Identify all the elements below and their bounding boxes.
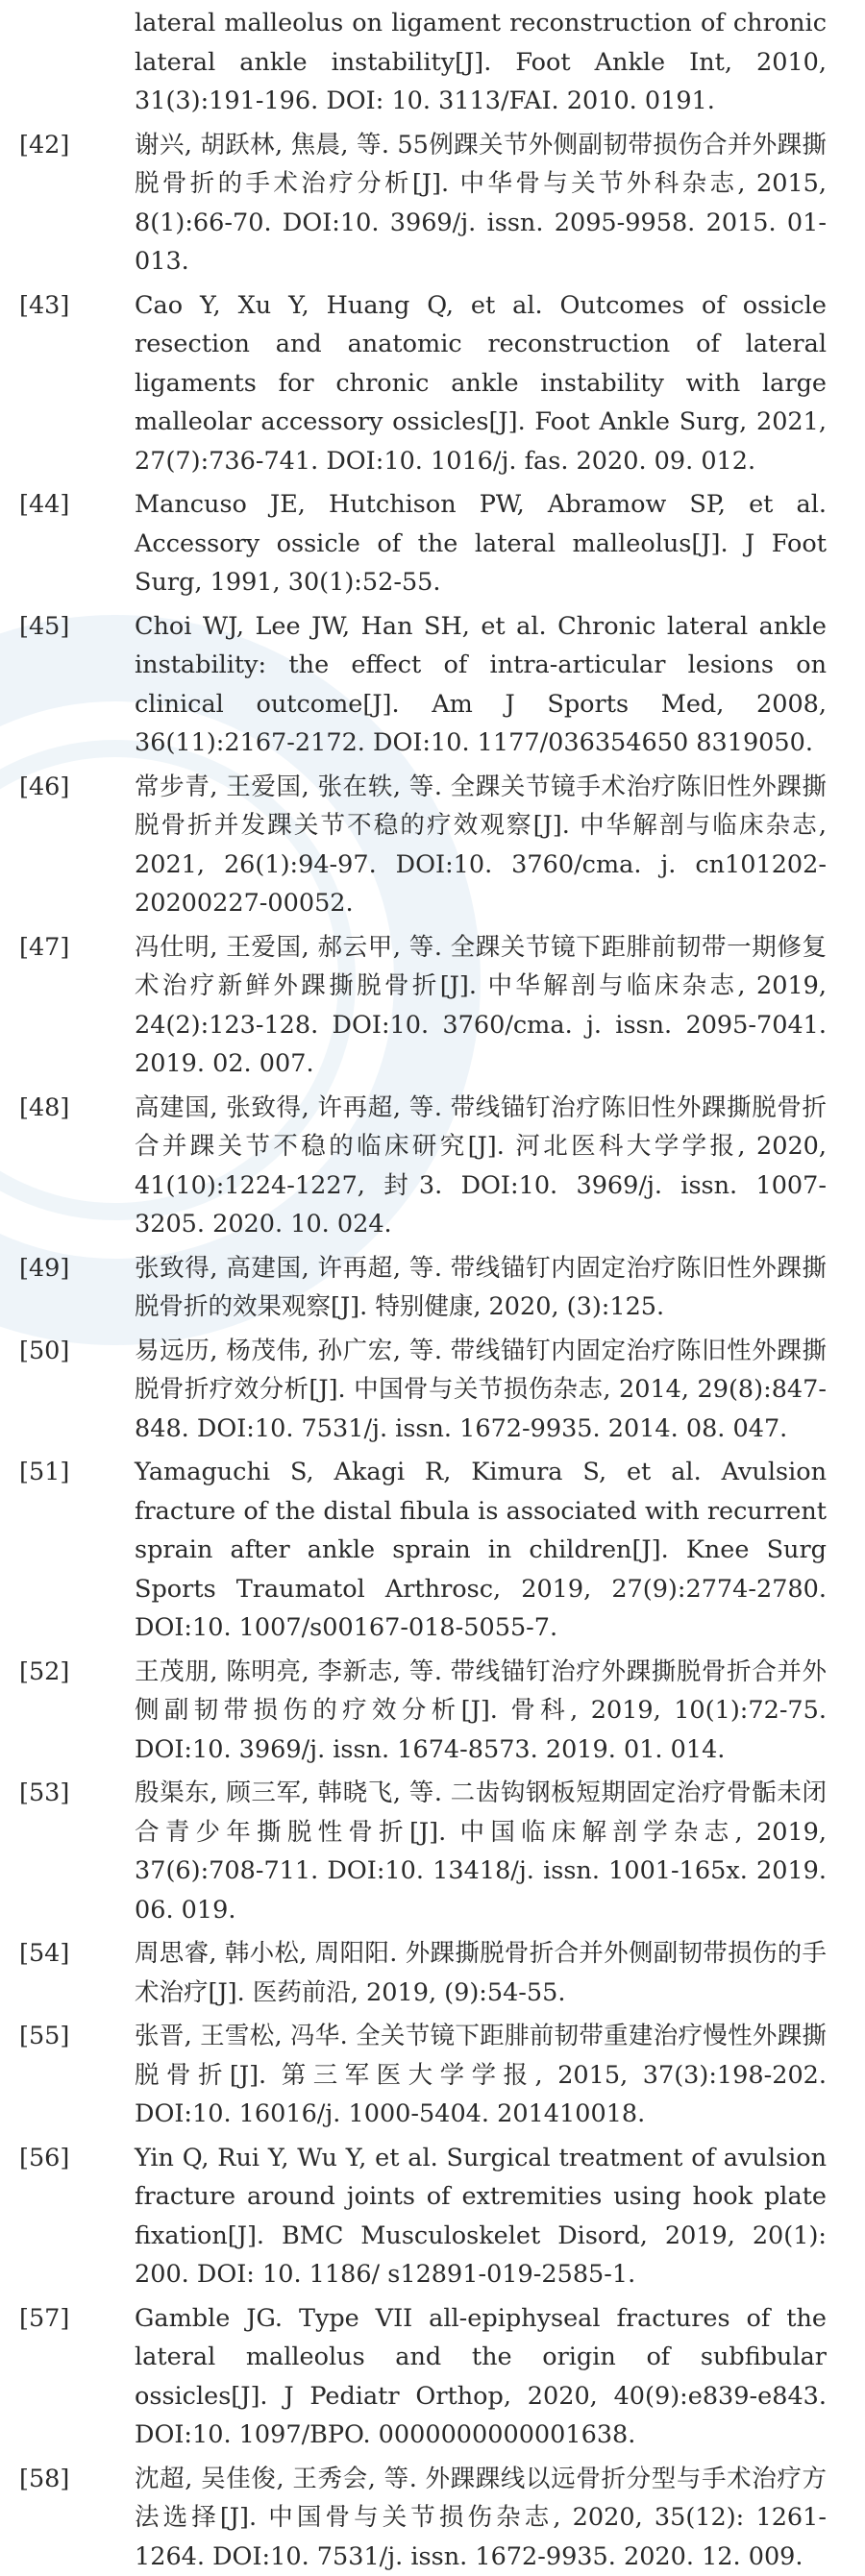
reference-text: 殷渠东, 顾三军, 韩晓飞, 等. 二齿钩钢板短期固定治疗骨骺未闭合青少年撕脱性骨折[J]. 中国临床解剖学杂志, 2019, 37(6):708-711. DOI:10. 13418/j. issn. 1001-165x. 2019. 06. 019. [135,1779,827,1925]
reference-item [0,2139,865,2294]
reference-text: 沈超, 吴佳俊, 王秀会, 等. 外踝踝线以远骨折分型与手术治疗方法选择[J]. 中国骨与关节损伤杂志, 2020, 35(12): 1261-1264. DOI:10. 7531/j. issn. 1672-9935. 2020. 12. 009. [135,2465,827,2571]
reference-number: [55] [19,2017,111,2056]
reference-text: 谢兴, 胡跃林, 焦晨, 等. 55例踝关节外侧副韧带损伤合并外踝撕脱骨折的手术治疗分析[J]. 中华骨与关节外科杂志, 2015, 8(1):66-70. DOI:10. 3969/j. issn. 2095-9958. 2015. 01-013. [135,131,827,277]
reference-number: [57] [19,2299,111,2339]
reference-number: [52] [19,1653,111,1692]
reference-text: 常步青, 王爱国, 张在轶, 等. 全踝关节镜手术治疗陈旧性外踝撕脱骨折并发踝关节不稳的疗效观察[J]. 中华解剖与临床杂志, 2021, 26(1):94-97. DOI:10. 3760/cma. j. cn101202-20200227-00052. [135,773,827,919]
reference-item [0,1089,865,1244]
reference-number: [44] [19,485,111,525]
reference-text: lateral malleolus on ligament reconstruction of chronic lateral ankle instability[J]. Foot Ankle Int, 2010, 31(3):191-196. DOI: 10. 3113/FAI. 2010. 0191. [135,9,827,115]
reference-text: 高建国, 张致得, 许再超, 等. 带线锚钉治疗陈旧性外踝撕脱骨折合并踝关节不稳的临床研究[J]. 河北医科大学学报, 2020, 41(10):1224-1227, 封3. DOI:10. 3969/j. issn. 1007-3205. 2020. 10. 024. [135,1093,827,1239]
reference-item [0,1653,865,1770]
reference-text: Yin Q, Rui Y, Wu Y, et al. Surgical treatment of avulsion fracture around joints of extremities using hook plate fixation[J]. BMC Musculoskelet Disord, 2019, 20(1): 200. DOI: 10. 1186/ s12891-019-2585-1. [135,2144,827,2290]
reference-text: Mancuso JE, Hutchison PW, Abramow SP, et al. Accessory ossicle of the lateral malleolus[J]. J Foot Surg, 1991, 30(1):52-55. [135,490,827,597]
reference-number: [48] [19,1089,111,1128]
reference-item [0,2299,865,2455]
reference-text: 张致得, 高建国, 许再超, 等. 带线锚钉内固定治疗陈旧性外踝撕脱骨折的效果观察[J]. 特别健康, 2020, (3):125. [135,1254,827,1322]
reference-item [0,1249,865,1327]
reference-item [0,4,865,121]
reference-text: 王茂朋, 陈明亮, 李新志, 等. 带线锚钉治疗外踝撕脱骨折合并外侧副韧带损伤的疗效分析[J]. 骨科, 2019, 10(1):72-75. DOI:10. 3969/j. issn. 1674-8573. 2019. 01. 014. [135,1657,827,1764]
reference-item [0,1332,865,1449]
reference-text: 张晋, 王雪松, 冯华. 全关节镜下距腓前韧带重建治疗慢性外踝撕脱骨折[J]. 第三军医大学学报, 2015, 37(3):198-202. DOI:10. 16016/j. 1000-5404. 201410018. [135,2022,827,2128]
reference-item [0,485,865,602]
reference-text: Cao Y, Xu Y, Huang Q, et al. Outcomes of ossicle resection and anatomic reconstruction of lateral ligaments for chronic ankle instability with large malleolar accessory ossicles[J]. Foot Ankle Surg, 2021, 27(7):736-741. DOI:10. 1016/j. fas. 2020. 09. 012. [135,291,827,476]
reference-item [0,1774,865,1929]
reference-text: Choi WJ, Lee JW, Han SH, et al. Chronic lateral ankle instability: the effect of intra-articular lesions on clinical outcome[J]. Am J Sports Med, 2008, 36(11):2167-2172. DOI:10. 1177/036354650 8319050. [135,612,827,758]
reference-item [0,1934,865,2012]
reference-number: [56] [19,2139,111,2178]
reference-item [0,126,865,282]
reference-number: [45] [19,607,111,647]
reference-item [0,286,865,481]
reference-number: [49] [19,1249,111,1288]
reference-number: [53] [19,1774,111,1813]
reference-text: Gamble JG. Type VII all-epiphyseal fractures of the lateral malleolus and the origin of subfibular ossicles[J]. J Pediatr Orthop, 2020, 40(9):e839-e843. DOI:10. 1097/BPO. 0000000000001638. [135,2304,827,2450]
reference-number: [54] [19,1934,111,1974]
reference-text: 冯仕明, 王爱国, 郝云甲, 等. 全踝关节镜下距腓前韧带一期修复术治疗新鲜外踝撕脱骨折[J]. 中华解剖与临床杂志, 2019, 24(2):123-128. DOI:10. 3760/cma. j. issn. 2095-7041. 2019. 02. 007. [135,933,827,1079]
reference-item [0,607,865,763]
reference-number: [46] [19,768,111,807]
reference-text: Yamaguchi S, Akagi R, Kimura S, et al. Avulsion fracture of the distal fibula is associated with recurrent sprain after ankle sprain in children[J]. Knee Surg Sports Traumatol Arthrosc, 2019, 27(9):2774-2780. DOI:10. 1007/s00167-018-5055-7. [135,1458,827,1642]
reference-number: [42] [19,126,111,165]
reference-number: [43] [19,286,111,326]
reference-item [0,928,865,1084]
reference-item [0,768,865,923]
reference-number: [51] [19,1453,111,1492]
reference-item [0,2460,865,2576]
reference-text: 易远历, 杨茂伟, 孙广宏, 等. 带线锚钉内固定治疗陈旧性外踝撕脱骨折疗效分析[J]. 中国骨与关节损伤杂志, 2014, 29(8):847-848. DOI:10. 7531/j. issn. 1672-9935. 2014. 08. 047. [135,1337,827,1443]
reference-text: 周思睿, 韩小松, 周阳阳. 外踝撕脱骨折合并外侧副韧带损伤的手术治疗[J]. 医药前沿, 2019, (9):54-55. [135,1939,827,2007]
reference-number: [50] [19,1332,111,1371]
reference-item [0,1453,865,1648]
reference-number: [58] [19,2460,111,2499]
reference-number: [47] [19,928,111,968]
reference-item [0,2017,865,2134]
